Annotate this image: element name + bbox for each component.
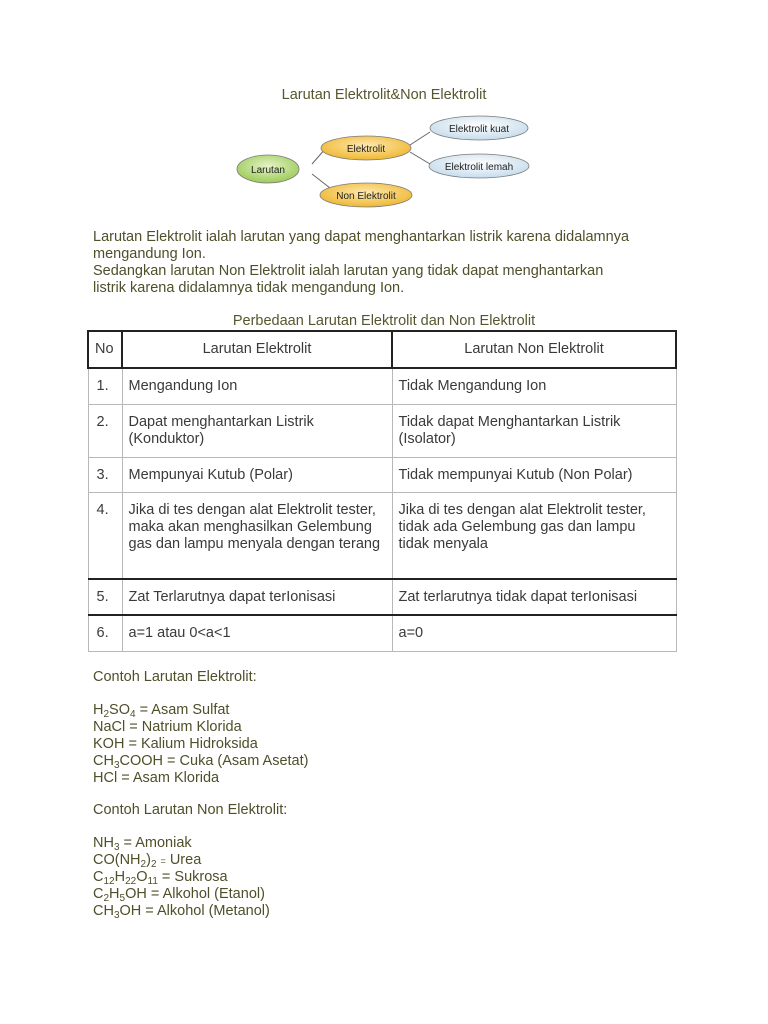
list-item: $CO(NH_2)_2$ = Urea xyxy=(93,852,202,870)
row-non-elektrolit: a=0 xyxy=(392,615,676,651)
table-caption: Perbedaan Larutan Elektrolit dan Non Elektrolit xyxy=(232,313,536,329)
contoh-non-list xyxy=(93,835,270,920)
list-item: KOH = Kalium Hidroksida xyxy=(93,736,258,752)
node-elektrolit-lemah-label: Elektrolit lemah xyxy=(444,162,514,173)
row-non-elektrolit: Zat terlarutnya tidak dapat terIonisasi xyxy=(392,579,676,615)
header-non-elektrolit: Larutan Non Elektrolit xyxy=(392,331,676,368)
intro-paragraph xyxy=(93,229,693,297)
concept-diagram xyxy=(230,112,540,212)
table-row xyxy=(88,492,676,579)
item-text: = Alkohol (Metanol) xyxy=(145,903,270,919)
node-larutan-label: Larutan xyxy=(251,165,285,176)
item-text: = Alkohol (Etanol) xyxy=(150,886,265,902)
item-text: = Cuka (Asam Asetat) xyxy=(167,753,309,769)
list-item: $H_2SO_4$ = Asam Sulfat xyxy=(93,702,230,720)
header-elektrolit: Larutan Elektrolit xyxy=(122,331,392,368)
table-row xyxy=(88,457,676,492)
row-elektrolit: Mempunyai Kutub (Polar) xyxy=(122,457,392,492)
node-elektrolit-kuat-label: Elektrolit kuat xyxy=(448,124,510,135)
contoh-elektrolit-heading: Contoh Larutan Elektrolit: xyxy=(93,669,257,685)
row-no: 2. xyxy=(88,404,122,457)
table-row xyxy=(88,615,676,651)
header-no: No xyxy=(88,331,122,368)
intro-line: Sedangkan larutan Non Elektrolit ialah larutan yang tidak dapat menghantarkan xyxy=(93,263,604,279)
row-elektrolit: Dapat menghantarkan Listrik (Konduktor) xyxy=(122,404,392,457)
table-row xyxy=(88,404,676,457)
row-no: 3. xyxy=(88,457,122,492)
row-elektrolit: Zat Terlarutnya dapat terIonisasi xyxy=(122,579,392,615)
list-item: HCl = Asam Klorida xyxy=(93,770,220,786)
contoh-elektrolit-list xyxy=(93,702,308,787)
item-text: = Amoniak xyxy=(123,835,192,851)
row-no: 6. xyxy=(88,615,122,651)
intro-line: listrik karena didalamnya tidak mengandung Ion. xyxy=(93,280,405,296)
row-no: 5. xyxy=(88,579,122,615)
row-elektrolit: Jika di tes dengan alat Elektrolit tester, maka akan menghasilkan Gelembung gas dan lampu menyala dengan terang xyxy=(122,492,392,579)
comparison-table xyxy=(87,330,677,652)
table-header-row xyxy=(88,331,676,368)
list-item: NaCl = Natrium Klorida xyxy=(93,719,242,735)
node-non-elektrolit-label: Non Elektrolit xyxy=(336,191,396,202)
row-elektrolit: Mengandung Ion xyxy=(122,368,392,404)
row-elektrolit: a=1 atau 0<a<1 xyxy=(122,615,392,651)
row-no: 1. xyxy=(88,368,122,404)
node-elektrolit-label: Elektrolit xyxy=(346,144,386,155)
table-row xyxy=(88,579,676,615)
list-item: $NH_3$ = Amoniak xyxy=(93,835,192,853)
contoh-non-heading: Contoh Larutan Non Elektrolit: xyxy=(93,802,288,818)
table-row xyxy=(88,368,676,404)
connector-line xyxy=(410,132,430,145)
row-non-elektrolit: Jika di tes dengan alat Elektrolit tester, tidak ada Gelembung gas dan lampu tidak menyala xyxy=(392,492,676,579)
row-non-elektrolit: Tidak dapat Menghantarkan Listrik (Isolator) xyxy=(392,404,676,457)
connector-line xyxy=(410,152,430,164)
intro-line: Larutan Elektrolit ialah larutan yang dapat menghantarkan listrik karena didalamnya xyxy=(93,229,630,245)
row-no: 4. xyxy=(88,492,122,579)
list-item: $CH_3COOH$ = Cuka (Asam Asetat) xyxy=(93,753,309,771)
intro-line: mengandung Ion. xyxy=(93,246,206,262)
row-non-elektrolit: Tidak mempunyai Kutub (Non Polar) xyxy=(392,457,676,492)
row-non-elektrolit: Tidak Mengandung Ion xyxy=(392,368,676,404)
page-title: Larutan Elektrolit&Non Elektrolit xyxy=(281,87,487,103)
item-text: = Asam Sulfat xyxy=(139,702,230,718)
item-text: = Sukrosa xyxy=(161,869,228,885)
list-item: $C_{12}H_{22}O_{11}$ = Sukrosa xyxy=(93,869,228,887)
list-item: $CH_3OH$ = Alkohol (Metanol) xyxy=(93,903,270,921)
item-text: Urea xyxy=(169,852,202,868)
list-item: $C_2H_5OH$ = Alkohol (Etanol) xyxy=(93,886,265,904)
connector-line xyxy=(312,174,330,188)
